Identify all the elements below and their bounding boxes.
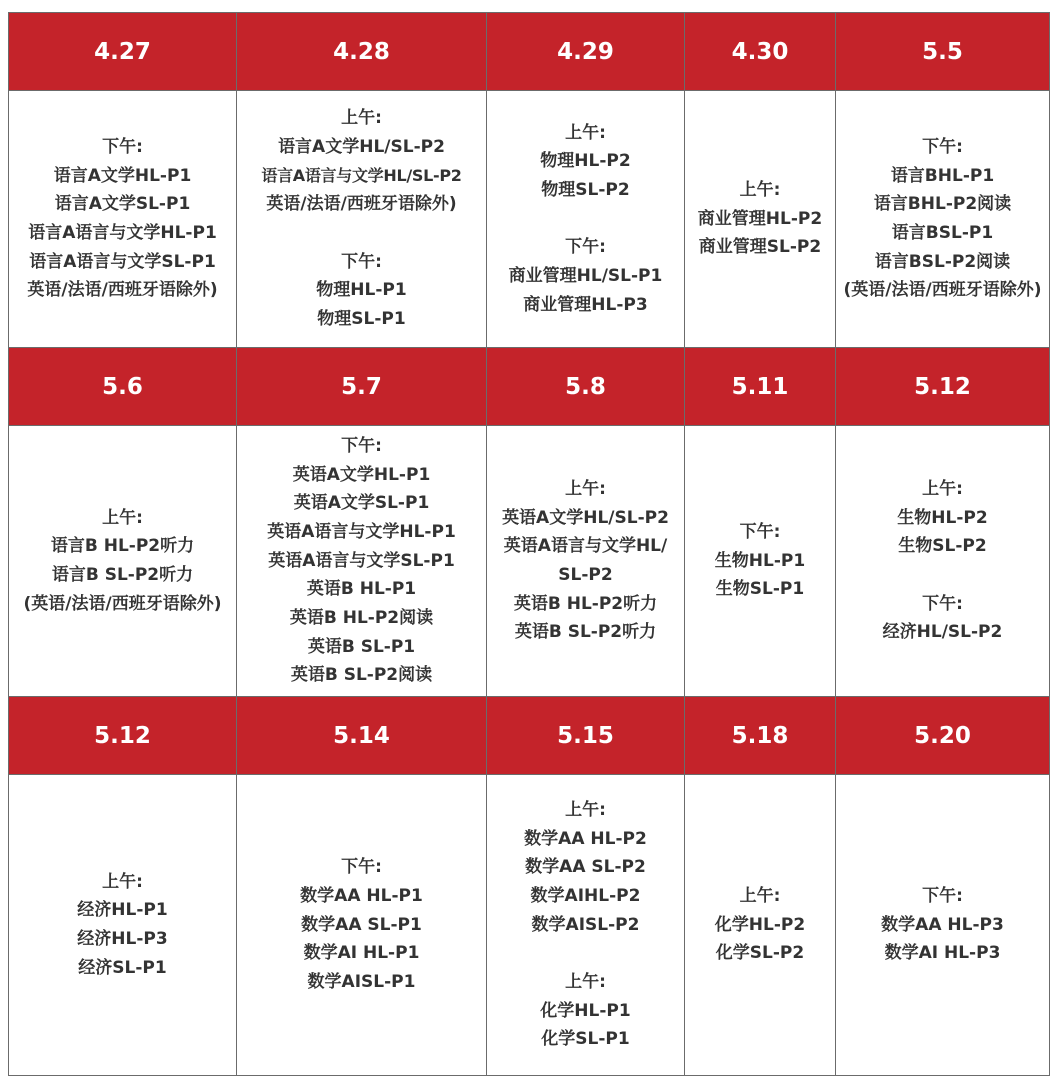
- session-label: 下午:: [922, 885, 963, 906]
- exam-item: 英语B HL-P1: [306, 579, 417, 600]
- session-label: 上午:: [739, 885, 781, 906]
- exam-item: 化学HL-P1: [540, 1000, 631, 1021]
- exam-item: 语言BHL-P2阅读: [873, 194, 1012, 215]
- exam-item: 商业管理SL-P2: [698, 237, 822, 258]
- exam-cell: [237, 775, 487, 1076]
- exam-item: 数学AA SL-P2: [525, 857, 646, 878]
- exam-item: 语言B SL-P2听力: [51, 565, 194, 585]
- exam-item: 商业管理HL-P2: [697, 208, 823, 229]
- exam-item: 语言BSL-P1: [891, 223, 994, 243]
- date-header-cell: 4.27: [9, 13, 237, 91]
- exam-item: 商业管理HL-P3: [523, 294, 648, 315]
- date-header-cell: 4.30: [685, 13, 836, 91]
- date-header-cell: 5.7: [237, 348, 487, 426]
- date-header-row: [9, 13, 1050, 91]
- session-gap: [836, 561, 1049, 590]
- session-label: 下午:: [739, 521, 781, 542]
- exam-item: 经济HL-P1: [77, 900, 168, 921]
- exam-item: 物理SL-P2: [541, 179, 630, 200]
- exam-item: 化学HL-P2: [714, 914, 806, 935]
- exam-item: 经济HL/SL-P2: [882, 622, 1003, 643]
- exam-cell: [9, 775, 237, 1076]
- exam-item: 商业管理HL/SL-P1: [508, 266, 663, 287]
- exam-item: 语言A文学HL-P1: [53, 165, 192, 186]
- exam-item: 英语/法语/西班牙语除外): [27, 280, 218, 301]
- exam-item: 数学AI HL-P3: [884, 943, 1001, 964]
- date-header-cell: 5.8: [487, 348, 685, 426]
- session-label: 上午:: [102, 871, 143, 892]
- exam-cell: [836, 91, 1050, 348]
- exam-item: (英语/法语/西班牙语除外): [843, 280, 1042, 301]
- session-label: 上午:: [565, 799, 606, 820]
- exam-item: 英语A语言与文学SL-P1: [268, 550, 455, 571]
- exam-cell: [685, 91, 836, 348]
- exam-item: 经济SL-P1: [78, 957, 167, 978]
- session-label: 上午:: [565, 122, 606, 143]
- exam-item: 语言A文学HL/SL-P2: [278, 136, 445, 157]
- exam-cell: [487, 426, 685, 697]
- session-gap: [237, 219, 486, 248]
- exam-item: 生物SL-P2: [898, 536, 987, 557]
- session-label: 下午:: [922, 136, 963, 157]
- exam-cell: [685, 775, 836, 1076]
- exam-item: 英语B HL-P2阅读: [289, 608, 434, 629]
- exam-item: 数学AISL-P2: [531, 914, 640, 935]
- exam-item: 英语A文学SL-P1: [293, 493, 430, 514]
- exam-item: 语言A语言与文学HL/SL-P2: [261, 165, 462, 185]
- exam-item: 数学AA HL-P2: [524, 828, 647, 849]
- exam-item: 语言A文学SL-P1: [54, 194, 191, 215]
- exam-item: 英语B SL-P1: [307, 636, 416, 657]
- exam-cell: [9, 91, 237, 348]
- session-label: 上午:: [565, 478, 606, 499]
- date-header-cell: 5.6: [9, 348, 237, 426]
- exam-item: 语言A语言与文学SL-P1: [29, 251, 216, 272]
- exam-item: 生物HL-P2: [897, 507, 988, 528]
- exam-schedule-table: [8, 12, 1050, 1076]
- exam-item: 经济HL-P3: [77, 929, 168, 949]
- exam-item: 数学AA HL-P1: [300, 885, 423, 906]
- date-header-row: [9, 348, 1050, 426]
- exam-item: 数学AIHL-P2: [530, 885, 641, 906]
- session-label: 上午:: [565, 972, 606, 993]
- exam-cell: [9, 426, 237, 697]
- exam-item: 数学AA SL-P1: [301, 914, 422, 935]
- date-header-cell: 5.5: [836, 13, 1050, 91]
- schedule-body: [9, 13, 1050, 1076]
- date-header-cell: 5.12: [9, 697, 237, 775]
- exam-item: 英语B SL-P2听力: [514, 622, 657, 643]
- exam-item: 英语B SL-P2阅读: [290, 665, 433, 686]
- session-label: 下午:: [341, 435, 382, 456]
- exam-item: 物理HL-P1: [316, 280, 407, 301]
- session-label: 上午:: [922, 478, 963, 499]
- session-label: 上午:: [341, 108, 382, 129]
- exam-item: 语言A语言与文学HL-P1: [28, 223, 217, 243]
- date-header-cell: 5.12: [836, 348, 1050, 426]
- exam-item: 物理HL-P2: [540, 151, 631, 172]
- exam-item: 数学AA HL-P3: [881, 914, 1004, 935]
- date-header-row: [9, 697, 1050, 775]
- exam-item: 英语A语言与文学HL-P1: [267, 521, 456, 542]
- exam-item: 生物HL-P1: [714, 550, 806, 571]
- exam-item: (英语/法语/西班牙语除外): [23, 593, 222, 614]
- session-label: 下午:: [565, 237, 606, 258]
- exam-item: 英语B HL-P2听力: [513, 593, 658, 614]
- session-label: 下午:: [341, 857, 382, 878]
- exam-item: 生物SL-P1: [715, 579, 805, 600]
- exam-item: 语言BSL-P2阅读: [874, 251, 1011, 272]
- exam-item: 语言B HL-P2听力: [50, 536, 195, 557]
- exam-item: 物理SL-P1: [317, 309, 406, 330]
- exam-cell: [237, 91, 487, 348]
- session-label: 上午:: [739, 179, 781, 200]
- session-label: 下午:: [102, 136, 143, 157]
- exam-item: 化学SL-P1: [541, 1029, 630, 1050]
- exam-row: [9, 91, 1050, 348]
- date-header-cell: 5.11: [685, 348, 836, 426]
- exam-cell: [685, 426, 836, 697]
- date-header-cell: 5.14: [237, 697, 487, 775]
- exam-item: 英语A语言与文学HL/: [503, 536, 668, 557]
- exam-item: 英语A文学HL-P1: [292, 464, 431, 485]
- exam-item: 语言BHL-P1: [890, 165, 995, 186]
- exam-item: SL-P2: [558, 565, 613, 585]
- exam-cell: [836, 775, 1050, 1076]
- date-header-cell: 4.29: [487, 13, 685, 91]
- date-header-cell: 5.18: [685, 697, 836, 775]
- date-header-cell: 5.15: [487, 697, 685, 775]
- exam-item: 英语A文学HL/SL-P2: [502, 507, 669, 528]
- date-header-cell: 4.28: [237, 13, 487, 91]
- exam-cell: [487, 775, 685, 1076]
- session-label: 上午:: [102, 507, 143, 528]
- session-label: 下午:: [922, 593, 963, 614]
- session-label: 下午:: [341, 251, 382, 272]
- exam-item: 化学SL-P2: [715, 943, 805, 964]
- exam-item: 数学AI HL-P1: [303, 943, 420, 964]
- session-gap: [487, 205, 684, 234]
- exam-cell: [836, 426, 1050, 697]
- session-gap: [487, 939, 684, 968]
- date-header-cell: 5.20: [836, 697, 1050, 775]
- exam-item: 英语/法语/西班牙语除外): [266, 194, 457, 215]
- exam-row: [9, 426, 1050, 697]
- exam-item: 数学AISL-P1: [307, 972, 416, 993]
- exam-row: [9, 775, 1050, 1076]
- exam-cell: [487, 91, 685, 348]
- exam-cell: [237, 426, 487, 697]
